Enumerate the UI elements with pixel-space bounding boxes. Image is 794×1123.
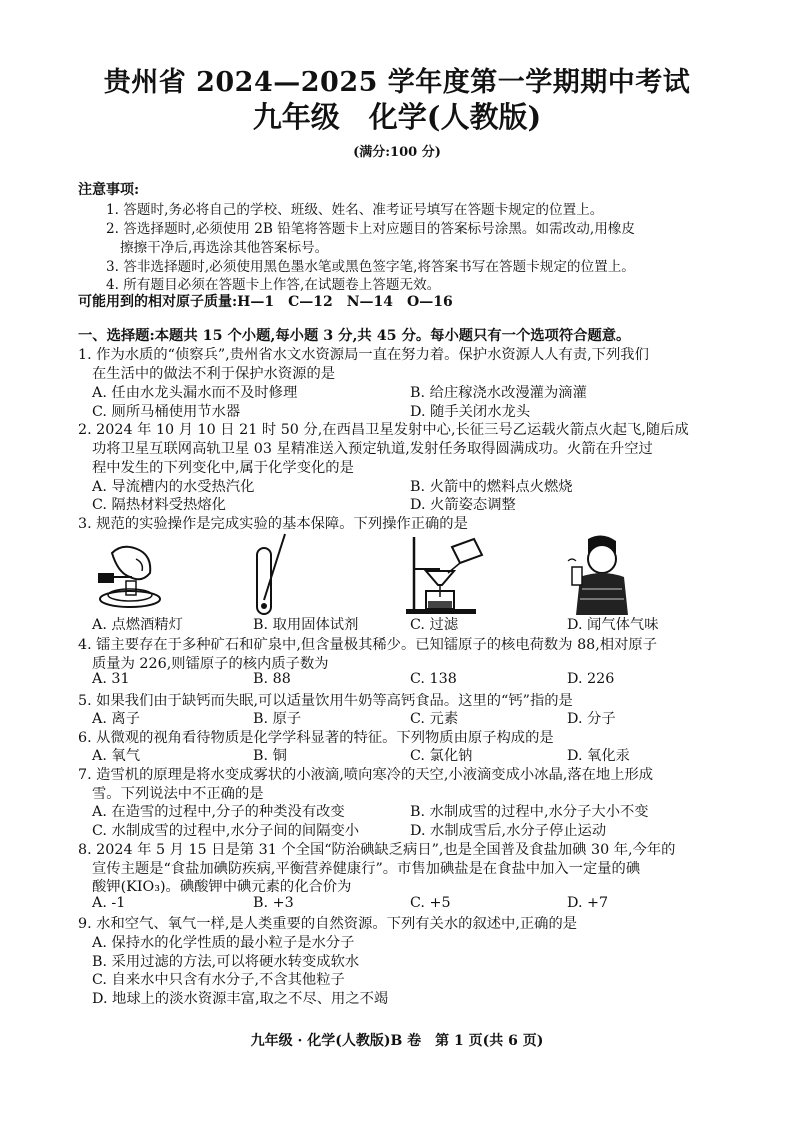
q9-option-c: C. 自来水中只含有水分子,不含其他粒子 (92, 972, 345, 988)
question-1-text: 1. 作为水质的“侦察兵”,贵州省水文水资源局一直在努力着。保护水资源人人有责,下列我们 (78, 347, 649, 363)
q8-option-c: C. +5 (410, 895, 451, 911)
q4-option-c: C. 138 (410, 671, 457, 687)
q5-option-b: B. 原子 (253, 711, 302, 727)
question-8-text: 酸钾(KIO₃)。碘酸钾中碘元素的化合价为 (92, 879, 352, 895)
q3-option-a: A. 点燃酒精灯 (92, 617, 183, 633)
question-9-text: 9. 水和空气、氧气一样,是人类重要的自然资源。下列有关水的叙述中,正确的是 (78, 916, 578, 932)
q1-option-c: C. 厕所马桶使用节水器 (92, 404, 241, 420)
question-2-text: 程中发生的下列变化中,属于化学变化的是 (92, 460, 354, 476)
exam-title: 贵州省 2024—2025 学年度第一学期期中考试 (103, 67, 691, 98)
question-6-text: 6. 从微观的视角看待物质是化学学科显著的特征。下列物质由原子构成的是 (78, 730, 554, 746)
page-footer: 九年级 · 化学(人教版)B 卷 第 1 页(共 6 页) (250, 1033, 544, 1049)
section-heading: 一、选择题:本题共 15 个小题,每小题 3 分,共 45 分。每小题只有一个选项符合题意。 (78, 328, 631, 344)
note-item: 1. 答题时,务必将自己的学校、班级、姓名、准考证号填写在答题卡规定的位置上。 (106, 202, 604, 218)
q7-option-b: B. 水制成雪的过程中,水分子大小不变 (410, 804, 649, 820)
question-5-text: 5. 如果我们由于缺钙而失眠,可以适量饮用牛奶等高钙食品。这里的“钙”指的是 (78, 693, 573, 709)
question-1-text: 在生活中的做法不利于保护水资源的是 (92, 366, 336, 382)
exam-subtitle: 九年级 化学(人教版) (252, 100, 542, 134)
q5-option-d: D. 分子 (567, 711, 616, 727)
q1-option-b: B. 给庄稼浇水改漫灌为滴灌 (410, 385, 587, 401)
question-8-text: 宣传主题是“食盐加碘防疾病,平衡营养健康行”。市售加碘盐是在食盐中加入一定量的碘 (92, 861, 641, 877)
q2-option-a: A. 导流槽内的水受热汽化 (92, 479, 255, 495)
notes-heading: 注意事项: (78, 182, 140, 198)
note-item: 擦擦干净后,再选涂其他答案标号。 (120, 240, 329, 256)
q5-option-a: A. 离子 (92, 711, 141, 727)
question-4-text: 质量为 226,则镭原子的核内质子数为 (92, 656, 329, 672)
smelling-gas-illustration (566, 531, 634, 615)
q8-option-a: A. -1 (92, 895, 126, 911)
q9-option-d: D. 地球上的淡水资源丰富,取之不尽、用之不竭 (92, 991, 389, 1007)
question-2-text: 功将卫星互联网高轨卫星 03 星精准送入预定轨道,发射任务取得圆满成功。火箭在升空过 (92, 441, 653, 457)
q7-option-d: D. 水制成雪后,水分子停止运动 (410, 823, 607, 839)
q3-option-b: B. 取用固体试剂 (253, 617, 359, 633)
q6-option-a: A. 氧气 (92, 748, 141, 764)
note-item: 4. 所有题目必须在答题卡上作答,在试题卷上答题无效。 (106, 277, 441, 293)
q3-option-d: D. 闻气体气味 (567, 617, 659, 633)
q8-option-d: D. +7 (567, 895, 609, 911)
atomic-mass-line: 可能用到的相对原子质量:H—1 C—12 N—14 O—16 (78, 294, 453, 310)
filtration-apparatus-illustration (400, 533, 500, 615)
question-3-text: 3. 规范的实验操作是完成实验的基本保障。下列操作正确的是 (78, 516, 468, 532)
q2-option-b: B. 火箭中的燃料点火燃烧 (410, 479, 573, 495)
q9-option-b: B. 采用过滤的方法,可以将硬水转变成软水 (92, 954, 360, 970)
q3-option-c: C. 过滤 (410, 617, 459, 633)
q6-option-c: C. 氯化钠 (410, 748, 473, 764)
q1-option-a: A. 任由水龙头漏水而不及时修理 (92, 385, 298, 401)
score-note: (满分:100 分) (353, 145, 441, 160)
q4-option-a: A. 31 (92, 671, 130, 687)
q8-option-b: B. +3 (253, 895, 294, 911)
question-7-text: 雪。下列说法中不正确的是 (92, 786, 264, 802)
q9-option-a: A. 保持水的化学性质的最小粒子是水分子 (92, 935, 355, 951)
q4-option-d: D. 226 (567, 671, 615, 687)
q6-option-b: B. 铜 (253, 748, 287, 764)
note-item: 3. 答非选择题时,必须使用黑色墨水笔或黑色签字笔,将答案书写在答题卡规定的位置上。 (106, 259, 635, 275)
question-4-text: 4. 镭主要存在于多种矿石和矿泉中,但含量极其稀少。已知镭原子的核电荷数为 88,相对原子 (78, 637, 657, 653)
q7-option-a: A. 在造雪的过程中,分子的种类没有改变 (92, 804, 345, 820)
q6-option-d: D. 氧化汞 (567, 748, 630, 764)
q2-option-c: C. 隔热材料受热熔化 (92, 497, 226, 513)
q4-option-b: B. 88 (253, 671, 291, 687)
question-8-text: 8. 2024 年 5 月 15 日是第 31 个全国“防治碘缺乏病日”,也是全国普及食盐加碘 30 年,今年的 (78, 842, 676, 858)
q5-option-c: C. 元素 (410, 711, 459, 727)
question-7-text: 7. 造雪机的原理是将水变成雾状的小液滴,喷向寒冷的天空,小液滴变成小冰晶,落在地上形成 (78, 767, 654, 783)
alcohol-lamp-lighting-illustration (92, 533, 172, 613)
q2-option-d: D. 火箭姿态调整 (410, 497, 516, 513)
note-item: 2. 答选择题时,必须使用 2B 铅笔将答题卡上对应题目的答案标号涂黑。如需改动,用橡皮 (106, 221, 635, 237)
q7-option-c: C. 水制成雪的过程中,水分子间的间隔变小 (92, 823, 360, 839)
q1-option-d: D. 随手关闭水龙头 (410, 404, 531, 420)
question-2-text: 2. 2024 年 10 月 10 日 21 时 50 分,在西昌卫星发射中心,长征三号乙运载火箭点火起飞,随后成 (78, 422, 689, 438)
test-tube-solid-reagent-illustration (245, 530, 295, 620)
